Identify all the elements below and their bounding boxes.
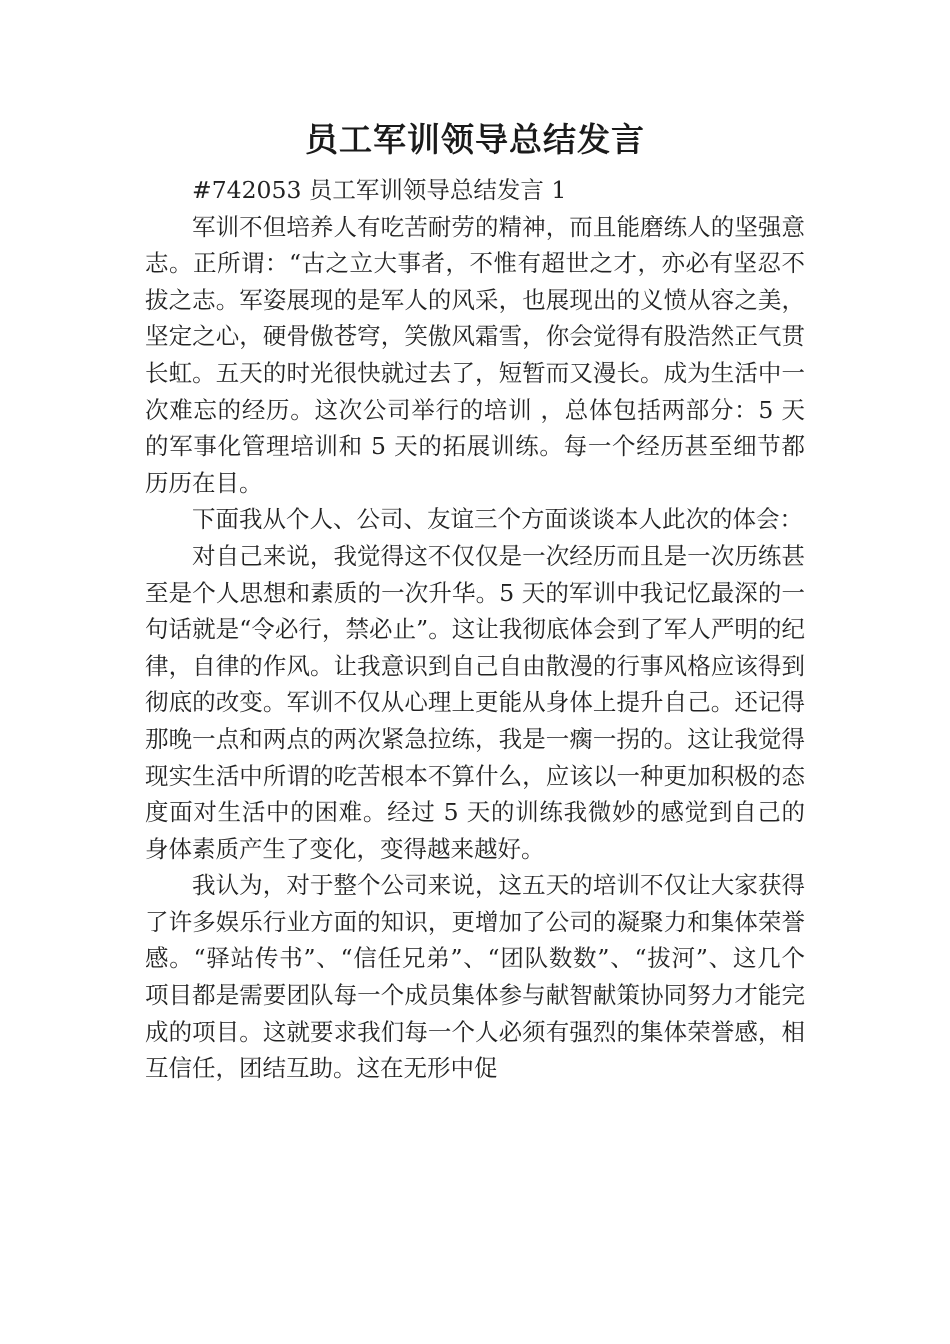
- paragraph-3: 对自己来说，我觉得这不仅仅是一次经历而且是一次历练甚至是个人思想和素质的一次升华。5 天的军训中我记忆最深的一句话就是“令必行，禁必止”。这让我彻底体会到了军人严明的纪律，自律的作风。让我意识到自己自由散漫的行事风格应该得到彻底的改变。军训不仅从心理上更能从身体上提升自己。还记得那晚一点和两点的两次紧急拉练，我是一瘸一拐的。这让我觉得现实生活中所谓的吃苦根本不算什么，应该以一种更加积极的态度面对生活中的困难。经过 5 天的训练我微妙的感觉到自己的身体素质产生了变化，变得越来越好。: [145, 541, 805, 863]
- paragraph-1: 军训不但培养人有吃苦耐劳的精神，而且能磨练人的坚强意志。正所谓：“古之立大事者，不惟有超世之才，亦必有坚忍不拔之志。军姿展现的是军人的风采，也展现出的义愤从容之美，坚定之心，硬骨傲苍穹，笑傲风霜雪，你会觉得有股浩然正气贯长虹。五天的时光很快就过去了，短暂而又漫长。成为生活中一次难忘的经历。这次公司举行的培训 ，总体包括两部分：5 天的军事化管理培训和 5 天的拓展训练。每一个经历甚至细节都历历在目。: [145, 212, 805, 497]
- paragraph-2: 下面我从个人、公司、友谊三个方面谈谈本人此次的体会：: [192, 505, 803, 534]
- document-body: [145, 172, 805, 1087]
- paragraph-4: 我认为，对于整个公司来说，这五天的培训不仅让大家获得了许多娱乐行业方面的知识，更增加了公司的凝聚力和集体荣誉感。“驿站传书”、“信任兄弟”、“团队数数”、“拔河”、这几个项目都是需要团队每一个成员集体参与献智献策协同努力才能完成的项目。这就要求我们每一个人必须有强烈的集体荣誉感，相互信任，团结互助。这在无形中促: [145, 871, 805, 1083]
- document-title: 员工军训领导总结发言: [305, 120, 645, 159]
- document-subtitle: #742053 员工军训领导总结发言 1: [192, 176, 567, 204]
